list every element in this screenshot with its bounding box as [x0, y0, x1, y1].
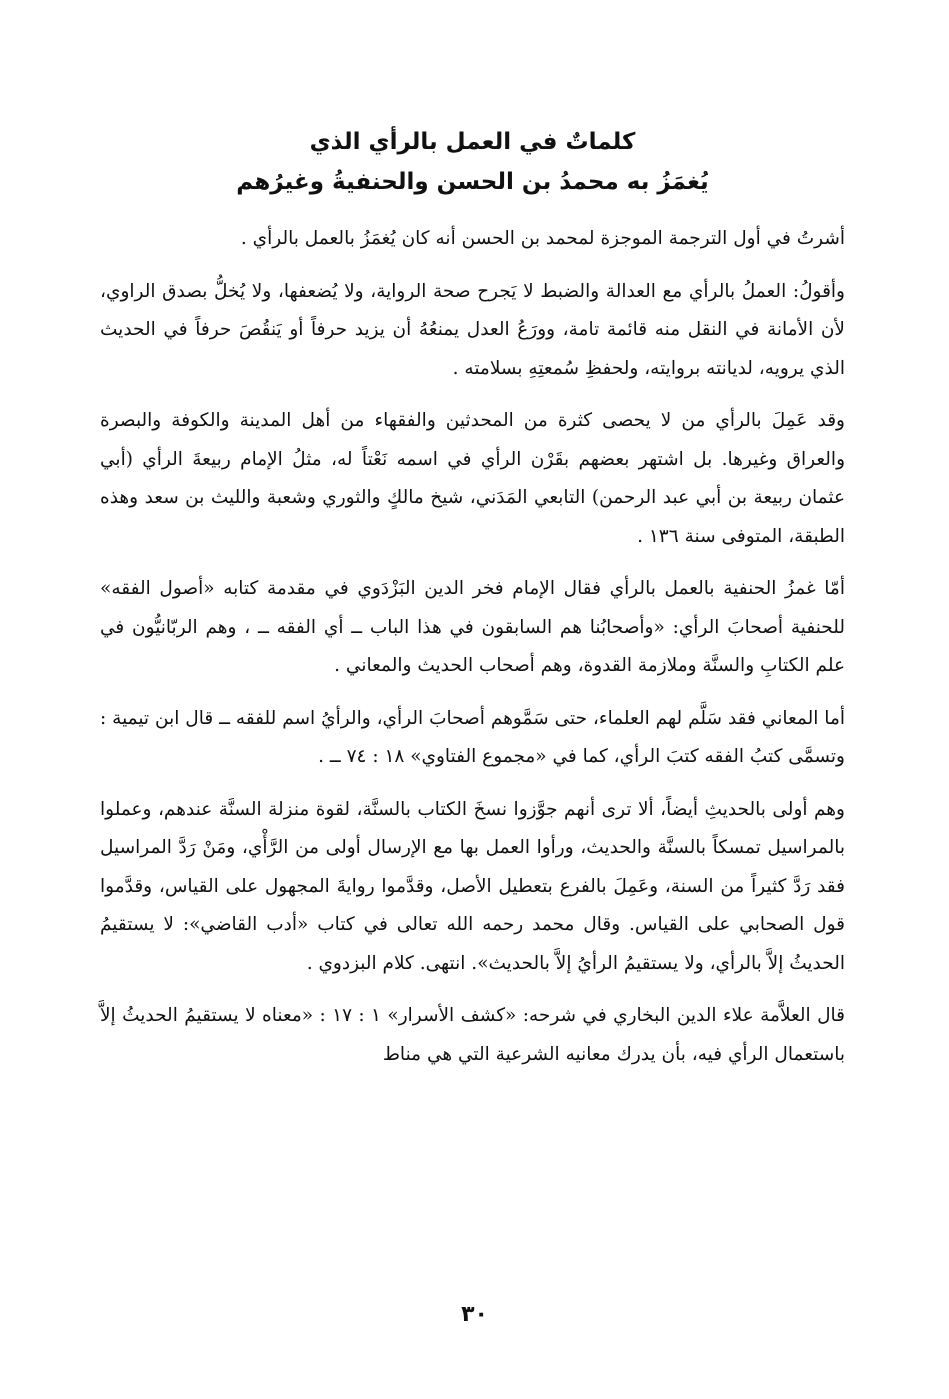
paragraph: أما المعاني فقد سَلَّم لهم العلماء، حتى سَمَّوهم أصحابَ الرأي، والرأيُ اسم للفقه ــ قال ابن تيمية : وتسمَّى كتبُ الفقه كتبَ الرأي، كما في «مجموع الفتاوي» ١٨ : ٧٤ ــ . — [100, 707, 845, 767]
paragraph: قال العلاَّمة علاء الدين البخاري في شرحه: «كشف الأسرار» ١ : ١٧ : «معناه لا يستقيمُ الحديثُ إلاَّ باستعمال الرأي فيه، بأن يدرك معانيه الشرعية التي هي مناط — [100, 1005, 845, 1065]
paragraph: وهم أولى بالحديثِ أيضاً، ألا ترى أنهم جوَّزوا نسخَ الكتاب بالسنَّة، لقوة منزلة السنَّة عندهم، وعملوا بالمراسيل تمسكاً بالسنَّة والحديث، ورأوا العمل بها مع الإرسال أولى من الرَّأْي، ومَنْ رَدَّ المراسيل فقد رَدَّ كثيراً من السنة، وعَمِلَ بالفرع بتعطيل الأصل، وقدَّموا روايةَ المجهول على القياس، وقدَّموا قول الصحابي على القياس. وقال محمد رحمه الله تعالى في كتاب «أدب القاضي»: لا يستقيمُ الحديثُ إلاَّ بالرأي، ولا يستقيمُ الرأيُ إلاَّ بالحديث». انتهى. كلام البزدوي . — [100, 798, 845, 974]
paragraph: أشرتُ في أول الترجمة الموجزة لمحمد بن الحسن أنه كان يُغمَزُ بالعمل بالرأي . — [240, 228, 845, 249]
heading-line-2: يُغمَزُ به محمدُ بن الحسن والحنفيةُ وغيرُهم — [236, 169, 709, 195]
chapter-heading — [100, 122, 845, 202]
page-body — [100, 122, 845, 1088]
heading-line-1: كلماتٌ في العمل بالرأي الذي — [309, 129, 636, 155]
paragraph: أمّا غمزُ الحنفية بالعمل بالرأي فقال الإمام فخر الدين البَزْدَوي في مقدمة كتابه «أصول الفقه» للحنفية أصحابَ الرأي: «وأصحابُنا هم السابقون في هذا الباب ــ أي الفقه ــ ، وهم الربّانيُّون في علم الكتابِ والسنَّة وملازمة القدوة، وهم أصحاب الحديث والمعاني . — [100, 578, 845, 676]
page-number: ٣٠ — [461, 1302, 488, 1327]
paragraph: وأقولُ: العملُ بالرأي مع العدالة والضبط لا يَجرح صحة الرواية، ولا يُضعفها، ولا يُخلُّ بصدق الراوي، لأن الأمانة في النقل منه قائمة تامة، وورَعُ العدل يمنعُهُ أن يزيد حرفاً أو يَنقُصَ حرفاً في الحديث الذي يرويه، لديانته بروايته، ولحفظِ سُمعتِهِ بسلامته . — [100, 280, 845, 379]
paragraph: وقد عَمِلَ بالرأي من لا يحصى كثرة من المحدثين والفقهاء من أهل المدينة والكوفة والبصرة والعراق وغيرها. بل اشتهر بعضهم بقَرْن الرأي في اسمه نَعْتاً له، مثلُ الإمام ربيعةَ الرأي (أبي عثمان ربيعة بن أبي عبد الرحمن) التابعي المَدَني، شيخ مالكٍ والثوري وشعبة والليث بن سعد وهذه الطبقة، المتوفى سنة ١٣٦ . — [100, 410, 845, 547]
